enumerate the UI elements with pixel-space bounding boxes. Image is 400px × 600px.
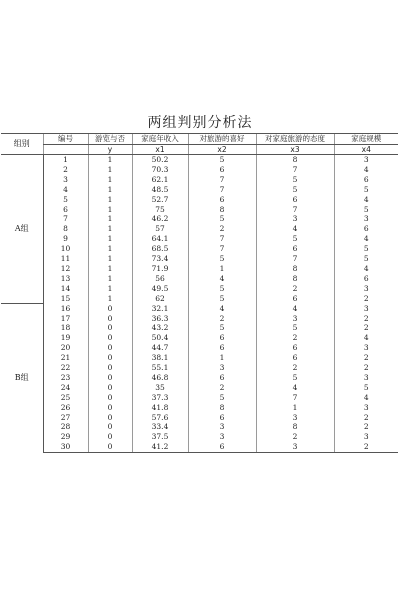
cell-x1: 43.2: [132, 323, 188, 333]
cell-x3: 2: [256, 284, 334, 294]
cell-id: 28: [43, 422, 88, 432]
cell-x3: 7: [256, 254, 334, 264]
cell-y: 1: [88, 205, 132, 215]
cell-id: 5: [43, 195, 88, 205]
table-row: [1, 363, 398, 373]
cell-x2: 5: [188, 323, 256, 333]
cell-x2: 5: [188, 393, 256, 403]
table-row: [1, 432, 398, 442]
cell-x3: 7: [256, 165, 334, 175]
cell-y: 1: [88, 214, 132, 224]
cell-x1: 75: [132, 205, 188, 215]
table-row: [1, 264, 398, 274]
table-row: [1, 343, 398, 353]
header-id-var: [43, 145, 88, 155]
cell-x3: 5: [256, 175, 334, 185]
table-row: [1, 383, 398, 393]
cell-x4: 6: [334, 224, 398, 234]
cell-id: 2: [43, 165, 88, 175]
cell-y: 0: [88, 393, 132, 403]
cell-y: 0: [88, 353, 132, 363]
cell-x2: 7: [188, 244, 256, 254]
cell-x1: 62.1: [132, 175, 188, 185]
cell-x4: 4: [334, 333, 398, 343]
cell-y: 0: [88, 432, 132, 442]
cell-x2: 6: [188, 165, 256, 175]
cell-id: 10: [43, 244, 88, 254]
cell-id: 23: [43, 373, 88, 383]
header-income: 家庭年收入: [132, 134, 188, 145]
header-travel-preference: 对旅游的喜好: [188, 134, 256, 145]
cell-y: 0: [88, 363, 132, 373]
cell-x1: 64.1: [132, 234, 188, 244]
cell-id: 6: [43, 205, 88, 215]
cell-x3: 2: [256, 363, 334, 373]
cell-x1: 37.5: [132, 432, 188, 442]
table-row: [1, 205, 398, 215]
table-row: [1, 333, 398, 343]
cell-y: 0: [88, 383, 132, 393]
cell-x1: 56: [132, 274, 188, 284]
cell-x2: 1: [188, 353, 256, 363]
cell-id: 15: [43, 294, 88, 304]
header-var-x2: x2: [188, 145, 256, 155]
table-row: [1, 294, 398, 304]
cell-y: 1: [88, 254, 132, 264]
cell-x4: 5: [334, 244, 398, 254]
cell-x1: 48.5: [132, 185, 188, 195]
cell-y: 0: [88, 403, 132, 413]
cell-x2: 6: [188, 195, 256, 205]
cell-id: 9: [43, 234, 88, 244]
cell-x3: 6: [256, 353, 334, 363]
cell-x4: 3: [334, 284, 398, 294]
cell-x1: 32.1: [132, 304, 188, 314]
cell-x3: 5: [256, 234, 334, 244]
cell-id: 11: [43, 254, 88, 264]
cell-x3: 8: [256, 155, 334, 165]
cell-y: 0: [88, 422, 132, 432]
cell-x2: 7: [188, 175, 256, 185]
table-row: [1, 413, 398, 423]
cell-y: 1: [88, 294, 132, 304]
table-header: [1, 134, 398, 155]
table-body: [1, 155, 398, 453]
cell-x3: 5: [256, 323, 334, 333]
header-id: 编号: [43, 134, 88, 145]
table-row: [1, 284, 398, 294]
cell-x2: 6: [188, 343, 256, 353]
cell-x1: 55.1: [132, 363, 188, 373]
cell-y: 0: [88, 442, 132, 452]
cell-id: 30: [43, 442, 88, 452]
cell-id: 12: [43, 264, 88, 274]
cell-x3: 6: [256, 195, 334, 205]
cell-y: 1: [88, 284, 132, 294]
table-row: [1, 234, 398, 244]
cell-y: 1: [88, 244, 132, 254]
cell-x1: 73.4: [132, 254, 188, 264]
cell-x1: 46.8: [132, 373, 188, 383]
header-var-x3: x3: [256, 145, 334, 155]
header-var-x1: x1: [132, 145, 188, 155]
cell-id: 16: [43, 304, 88, 314]
table-row: [1, 244, 398, 254]
cell-x4: 2: [334, 422, 398, 432]
cell-x2: 6: [188, 442, 256, 452]
header-var-x4: x4: [334, 145, 398, 155]
cell-id: 29: [43, 432, 88, 442]
cell-x2: 7: [188, 234, 256, 244]
cell-x2: 2: [188, 314, 256, 324]
cell-x4: 5: [334, 254, 398, 264]
cell-x4: 5: [334, 185, 398, 195]
cell-x4: 5: [334, 383, 398, 393]
cell-x4: 4: [334, 195, 398, 205]
cell-y: 0: [88, 323, 132, 333]
cell-x4: 4: [334, 165, 398, 175]
header-group: 组别: [1, 134, 43, 155]
cell-y: 1: [88, 274, 132, 284]
cell-x3: 2: [256, 432, 334, 442]
cell-x3: 6: [256, 244, 334, 254]
table-row: [1, 274, 398, 284]
cell-x1: 62: [132, 294, 188, 304]
cell-x3: 6: [256, 343, 334, 353]
cell-x1: 38.1: [132, 353, 188, 363]
cell-x1: 49.5: [132, 284, 188, 294]
cell-id: 22: [43, 363, 88, 373]
cell-x4: 4: [334, 234, 398, 244]
cell-id: 25: [43, 393, 88, 403]
cell-id: 13: [43, 274, 88, 284]
cell-y: 0: [88, 413, 132, 423]
cell-id: 1: [43, 155, 88, 165]
table-row: [1, 422, 398, 432]
group-label: B组: [1, 304, 43, 453]
cell-x2: 7: [188, 185, 256, 195]
cell-x1: 71.9: [132, 264, 188, 274]
cell-y: 1: [88, 234, 132, 244]
table-row: [1, 175, 398, 185]
cell-x1: 57: [132, 224, 188, 234]
cell-id: 3: [43, 175, 88, 185]
cell-x3: 4: [256, 383, 334, 393]
cell-x4: 6: [334, 274, 398, 284]
cell-x1: 70.3: [132, 165, 188, 175]
cell-x4: 4: [334, 264, 398, 274]
cell-id: 20: [43, 343, 88, 353]
cell-y: 1: [88, 165, 132, 175]
cell-x2: 4: [188, 304, 256, 314]
cell-y: 1: [88, 155, 132, 165]
cell-x3: 2: [256, 333, 334, 343]
table-row: [1, 442, 398, 452]
cell-x4: 2: [334, 314, 398, 324]
table-row: [1, 155, 398, 165]
cell-x2: 2: [188, 383, 256, 393]
cell-x1: 41.2: [132, 442, 188, 452]
cell-x3: 5: [256, 373, 334, 383]
table-row: [1, 254, 398, 264]
cell-x3: 8: [256, 274, 334, 284]
cell-x4: 4: [334, 393, 398, 403]
cell-id: 14: [43, 284, 88, 294]
cell-id: 26: [43, 403, 88, 413]
cell-x4: 2: [334, 353, 398, 363]
cell-x1: 46.2: [132, 214, 188, 224]
cell-x1: 52.7: [132, 195, 188, 205]
cell-id: 27: [43, 413, 88, 423]
cell-id: 24: [43, 383, 88, 393]
cell-x3: 4: [256, 224, 334, 234]
table-row: [1, 353, 398, 363]
cell-x4: 3: [334, 343, 398, 353]
cell-x4: 5: [334, 205, 398, 215]
cell-y: 0: [88, 343, 132, 353]
cell-x2: 8: [188, 205, 256, 215]
cell-x2: 3: [188, 422, 256, 432]
cell-x3: 7: [256, 393, 334, 403]
header-family-attitude: 对家庭旅游的态度: [256, 134, 334, 145]
cell-x4: 6: [334, 175, 398, 185]
cell-x4: 3: [334, 155, 398, 165]
cell-id: 8: [43, 224, 88, 234]
cell-id: 18: [43, 323, 88, 333]
cell-y: 1: [88, 185, 132, 195]
cell-x2: 5: [188, 214, 256, 224]
cell-x2: 6: [188, 333, 256, 343]
cell-x4: 3: [334, 403, 398, 413]
cell-x3: 3: [256, 442, 334, 452]
cell-x2: 6: [188, 373, 256, 383]
cell-y: 0: [88, 373, 132, 383]
cell-id: 19: [43, 333, 88, 343]
cell-x2: 4: [188, 274, 256, 284]
cell-x4: 2: [334, 363, 398, 373]
page-title: 两组判别分析法: [147, 115, 253, 131]
cell-y: 0: [88, 314, 132, 324]
header-visited: 游览与否: [88, 134, 132, 145]
header-family-size: 家庭规模: [334, 134, 398, 145]
cell-x3: 3: [256, 214, 334, 224]
table-row: [1, 185, 398, 195]
cell-x1: 44.7: [132, 343, 188, 353]
cell-x1: 50.4: [132, 333, 188, 343]
cell-x1: 50.2: [132, 155, 188, 165]
table-row: [1, 304, 398, 314]
cell-x1: 57.6: [132, 413, 188, 423]
cell-x2: 6: [188, 413, 256, 423]
cell-x4: 3: [334, 373, 398, 383]
cell-y: 1: [88, 175, 132, 185]
cell-id: 17: [43, 314, 88, 324]
cell-x1: 36.3: [132, 314, 188, 324]
cell-x3: 1: [256, 403, 334, 413]
cell-id: 7: [43, 214, 88, 224]
cell-x2: 8: [188, 403, 256, 413]
cell-id: 4: [43, 185, 88, 195]
cell-y: 0: [88, 304, 132, 314]
table-row: [1, 195, 398, 205]
table-row: [1, 214, 398, 224]
cell-x2: 2: [188, 224, 256, 234]
table-row: [1, 403, 398, 413]
cell-x3: 3: [256, 314, 334, 324]
cell-x2: 5: [188, 155, 256, 165]
table-row: [1, 165, 398, 175]
cell-y: 0: [88, 333, 132, 343]
cell-x3: 7: [256, 205, 334, 215]
group-label: A组: [1, 155, 43, 304]
discriminant-data-table: [1, 133, 398, 453]
cell-x2: 5: [188, 294, 256, 304]
table-row: [1, 224, 398, 234]
table-row: [1, 373, 398, 383]
cell-x4: 3: [334, 214, 398, 224]
cell-x3: 8: [256, 422, 334, 432]
cell-x1: 35: [132, 383, 188, 393]
cell-x4: 2: [334, 323, 398, 333]
cell-y: 1: [88, 264, 132, 274]
cell-y: 1: [88, 195, 132, 205]
cell-x4: 2: [334, 413, 398, 423]
cell-x2: 3: [188, 363, 256, 373]
cell-x1: 37.3: [132, 393, 188, 403]
header-var-y: y: [88, 145, 132, 155]
cell-x4: 2: [334, 442, 398, 452]
cell-x1: 68.5: [132, 244, 188, 254]
cell-x4: 3: [334, 432, 398, 442]
cell-x3: 3: [256, 413, 334, 423]
cell-x2: 3: [188, 432, 256, 442]
cell-x3: 6: [256, 294, 334, 304]
cell-x4: 3: [334, 304, 398, 314]
cell-x1: 41.8: [132, 403, 188, 413]
table-row: [1, 314, 398, 324]
cell-x1: 33.4: [132, 422, 188, 432]
table-row: [1, 323, 398, 333]
cell-x3: 8: [256, 264, 334, 274]
cell-x3: 5: [256, 185, 334, 195]
cell-id: 21: [43, 353, 88, 363]
cell-x3: 4: [256, 304, 334, 314]
table-row: [1, 393, 398, 403]
cell-x2: 5: [188, 254, 256, 264]
cell-y: 1: [88, 224, 132, 234]
cell-x2: 1: [188, 264, 256, 274]
cell-x2: 5: [188, 284, 256, 294]
cell-x4: 2: [334, 294, 398, 304]
